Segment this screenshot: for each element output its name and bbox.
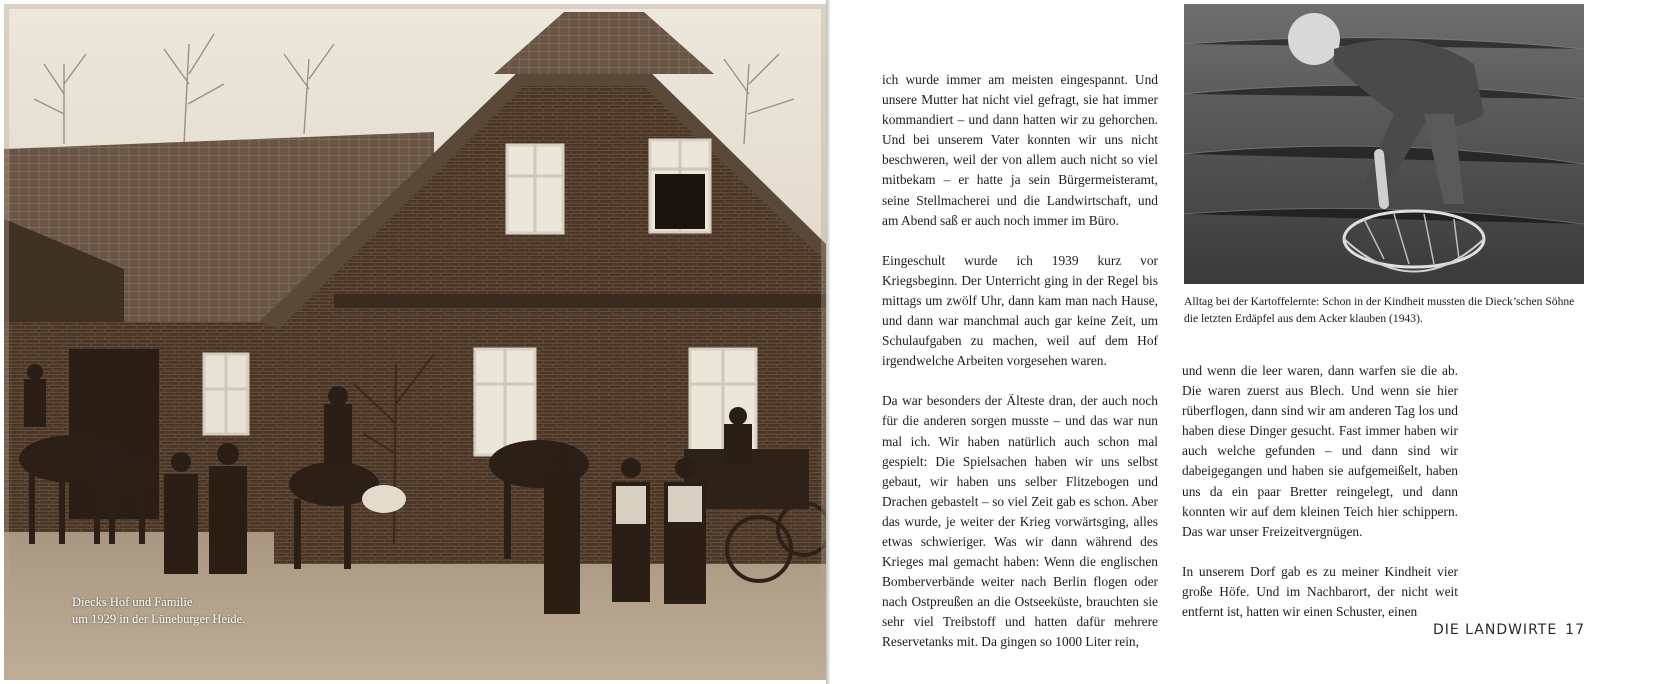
running-footer [1430, 622, 1585, 638]
boy-harvest-image [1184, 4, 1584, 284]
photo-caption [72, 594, 312, 628]
paragraph: In unserem Dorf gab es zu meiner Kindheit vier große Höfe. Und im Nachbarort, der nicht weit entfernt ist, hatten wir einen Schuster, einen [1182, 563, 1458, 620]
chapter-title: DIE LANDWIRTE [1432, 622, 1558, 638]
farmhouse-photo [4, 4, 826, 680]
paragraph: und wenn die leer waren, dann warfen sie die ab. Die waren zuerst aus Blech. Und wenn sie hier rüberflogen, dann sind wir am anderen Tag los und haben diese Dinger gesucht. Fast immer haben wir auch welche gefunden – und dann sind wir dabeigegangen und haben sie aufgemeißelt, haben uns da ein paar Bretter reingelegt, und dann konnten wir auf dem kleinen Teich hier schippern. Das war unser Freizeitvergnügen. [1182, 363, 1458, 539]
photo-caption-line2: um 1929 in der Lüneburger Heide. [72, 612, 246, 626]
page-number: 17 [1565, 622, 1585, 638]
potato-harvest-photo [1184, 4, 1584, 284]
paragraph: Da war besonders der Älteste dran, der auch noch für die anderen sorgen musste – und das war nun mal ich. Wir haben natürlich auch schon mal gespielt: Die Spielsachen haben wir uns selbst gebaut, wir haben uns selber Flitzebogen und Drachen gebastelt – so viel Zeit gab es schon. Aber das wurde, je weiter der Krieg vorwärtsging, alles etwas schwieriger. Was wir dann während des Krieges mal gemacht haben: Wenn die englischen Bomberverbände weiter nach Berlin flogen oder nach Ostpreußen an die Ostseeküste, brauchten sie sehr viel Treibstoff und hatten dafür mehrere Reservetanks mit. Da gingen so 1000 Liter rein, [882, 393, 1158, 650]
right-page [830, 4, 1650, 680]
harvest-photo-caption: Alltag bei der Kartoffelernte: Schon in der Kindheit mussten die Dieck’schen Söhne die letzten Erdäpfel aus dem Acker klauben (1943). [1184, 295, 1575, 325]
left-page-photo [4, 4, 826, 680]
text-column-left [882, 70, 1158, 673]
text-column-right [1182, 361, 1458, 642]
paragraph: ich wurde immer am meisten eingespannt. Und unsere Mutter hat nicht viel gefragt, sie hat immer kommandiert – und dann hatten wir zu gehorchen. Und bei unserem Vater konnten wir uns nicht beschweren, weil der von allem auch nicht so viel mitbekam – er hatte ja sein Bürgermeisteramt, seine Stellmacherei und die Landwirtschaft, und am Abend saß er auch noch immer im Büro. [882, 72, 1158, 228]
photo-caption-line1: Diecks Hof und Familie [72, 595, 193, 609]
paragraph: Eingeschult wurde ich 1939 kurz vor Kriegsbeginn. Der Unterricht ging in der Regel bis mittags um zwölf Uhr, dann kam man nach Hause, und dann war manchmal auch gar keine Zeit, um Schulaufgaben zu machen, weil auf dem Hof irgendwelche Arbeiten vorgesehen waren. [882, 252, 1158, 369]
